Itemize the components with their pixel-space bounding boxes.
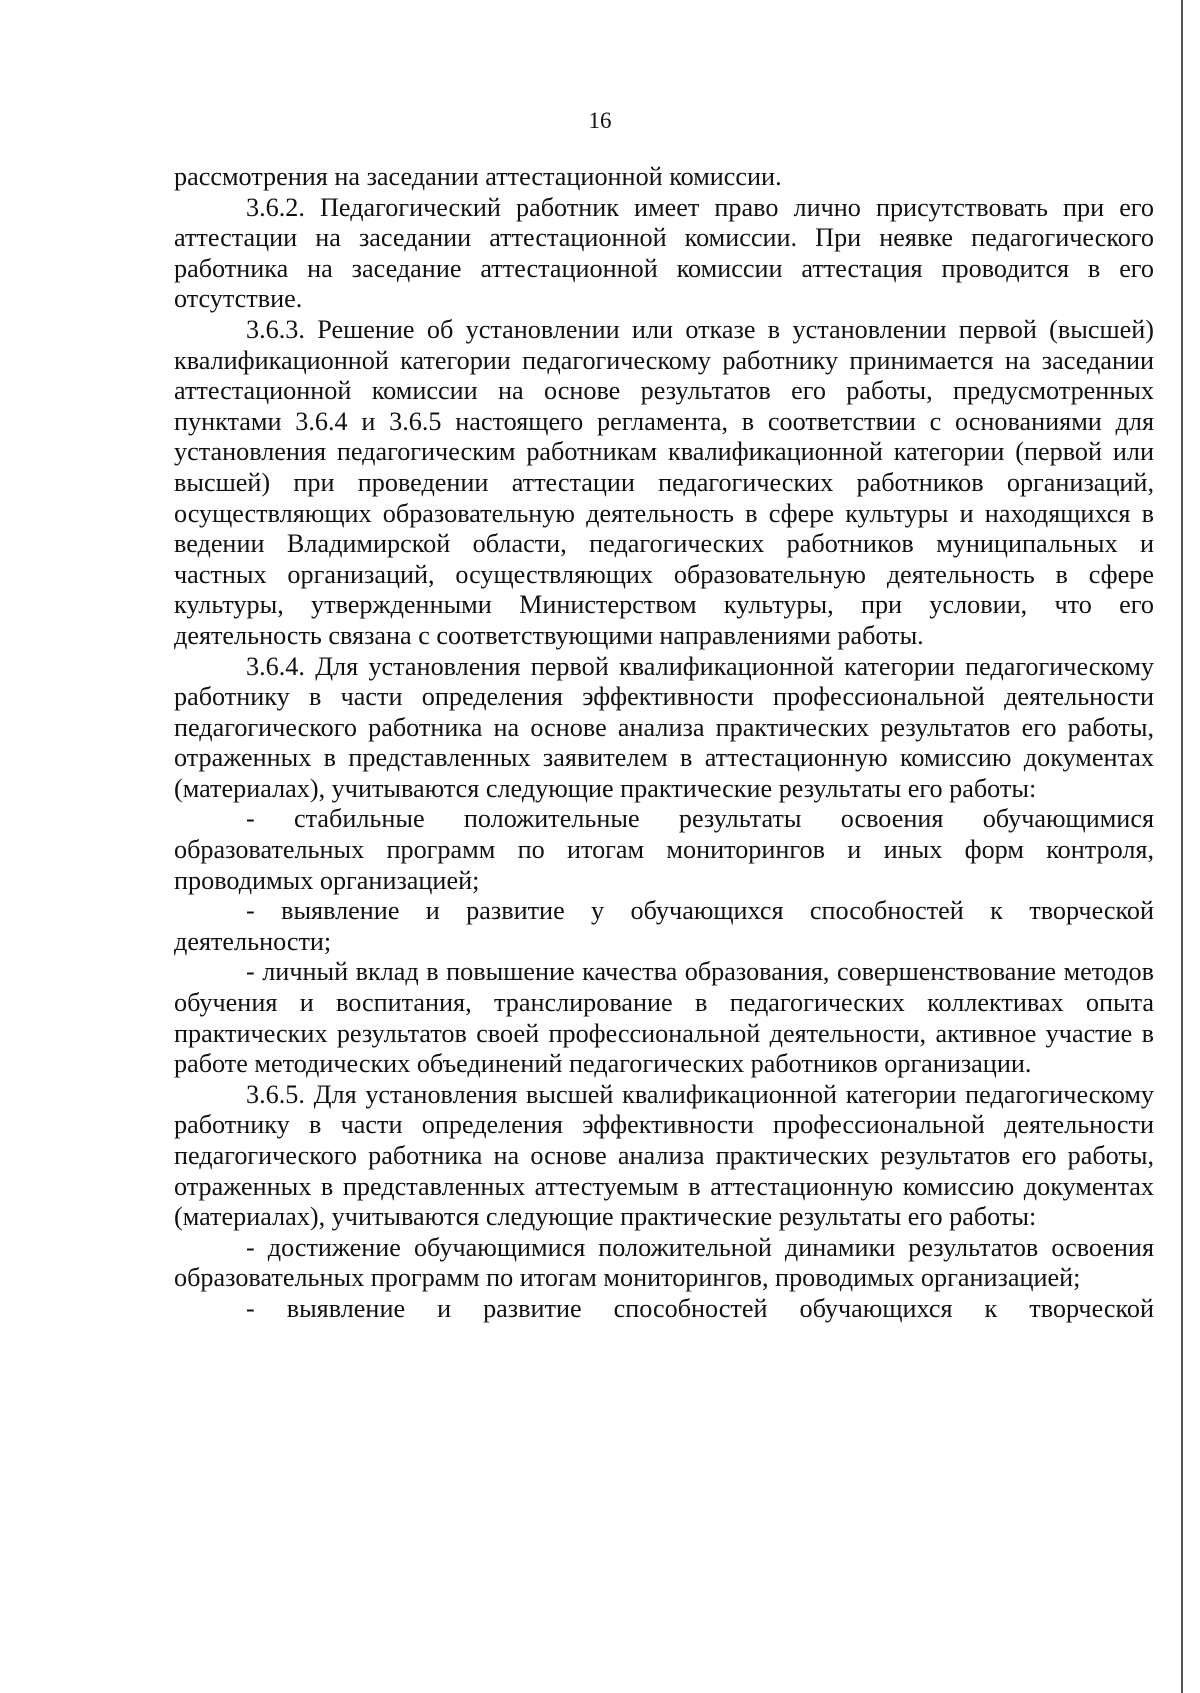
paragraph-3-6-5: 3.6.5. Для установления высшей квалификационной категории педагогическому работнику в части определения эффективности профессиональной деятельности педагогического работника на основе анализа практических результатов его работы, отраженных в представленных аттестуемым в аттестационную комиссию документах (материалах), учитываются следующие практические результаты его работы: [174, 1079, 1154, 1232]
list-item: - выявление и развитие у обучающихся способностей к творческой деятельности; [174, 896, 1154, 956]
list-item: - стабильные положительные результаты освоения обучающимися образовательных программ по итогам мониторингов и иных форм контроля, проводимых организацией; [174, 804, 1154, 895]
list-item: - личный вклад в повышение качества образования, совершенствование методов обучения и воспитания, транслирование в педагогических коллективах опыта практических результатов своей профессиональной деятельности, активное участие в работе методических объединений педагогических работников организации. [174, 957, 1154, 1079]
document-body [174, 162, 1154, 1325]
page-edge-line [1181, 0, 1183, 1693]
paragraph-3-6-3: 3.6.3. Решение об установлении или отказе в установлении первой (высшей) квалификационной категории педагогическому работнику принимается на заседании аттестационной комиссии на основе результатов его работы, предусмотренных пунктами 3.6.4 и 3.6.5 настоящего регламента, в соответствии с основаниями для установления педагогическим работникам квалификационной категории (первой или высшей) при проведении аттестации педагогических работников организаций, осуществляющих образовательную деятельность в сфере культуры и находящихся в ведении Владимирской области, педагогических работников муниципальных и частных организаций, осуществляющих образовательную деятельность в сфере культуры, утвержденными Министерством культуры, при условии, что его деятельность связана с соответствующими направлениями работы. [174, 314, 1154, 650]
page-number: 16 [588, 108, 612, 133]
paragraph-3-6-4: 3.6.4. Для установления первой квалификационной категории педагогическому работнику в части определения эффективности профессиональной деятельности педагогического работника на основе анализа практических результатов его работы, отраженных в представленных заявителем в аттестационную комиссию документах (материалах), учитываются следующие практические результаты его работы: [174, 651, 1154, 803]
list-item: - выявление и развитие способностей обучающихся к творческой [246, 1293, 1154, 1323]
list-item: - достижение обучающимися положительной динамики результатов освоения образовательных программ по итогам мониторингов, проводимых организацией; [174, 1232, 1154, 1293]
paragraph-3-6-2: 3.6.2. Педагогический работник имеет право лично присутствовать при его аттестации на заседании аттестационной комиссии. При неявке педагогического работника на заседание аттестационной комиссии аттестация проводится в его отсутствие. [174, 192, 1154, 314]
paragraph-continuation: рассмотрения на заседании аттестационной комиссии. [174, 162, 782, 191]
